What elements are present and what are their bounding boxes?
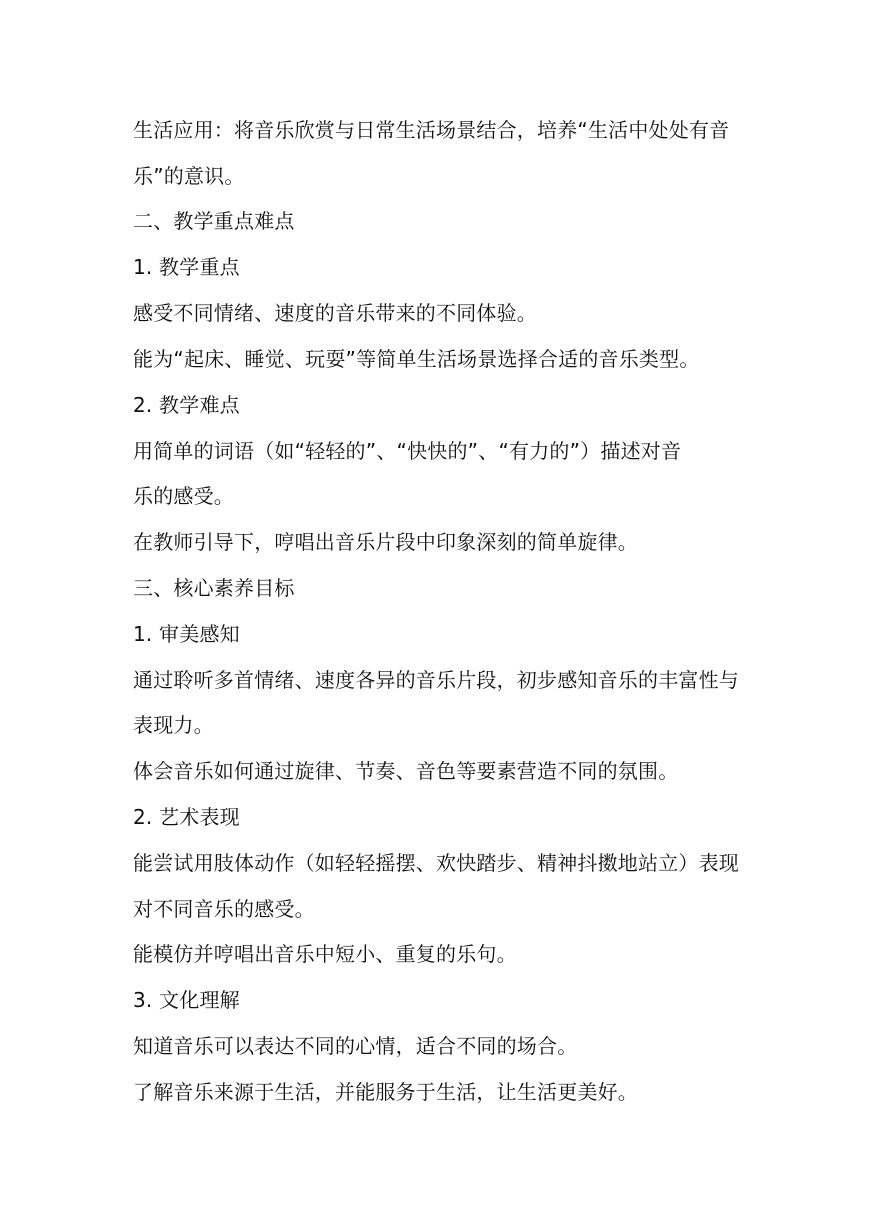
paragraph-focus-2: 能为“起床、睡觉、玩耍”等简单生活场景选择合适的音乐类型。 (133, 347, 700, 371)
paragraph-aesthetic-1-cont: 表现力。 (133, 713, 214, 737)
subheading-teaching-focus: 1. 教学重点 (133, 255, 240, 279)
paragraph-artistic-1: 能尝试用肢体动作（如轻轻摇摆、欢快踏步、精神抖擞地站立）表现 (133, 851, 739, 875)
paragraph-cultural-2: 了解音乐来源于生活，并能服务于生活，让生活更美好。 (133, 1080, 638, 1104)
paragraph-difficulty-2: 在教师引导下，哼唱出音乐片段中印象深刻的简单旋律。 (133, 530, 638, 554)
paragraph-aesthetic-1: 通过聆听多首情绪、速度各异的音乐片段，初步感知音乐的丰富性与 (133, 668, 739, 692)
paragraph-difficulty-1: 用简单的词语（如“轻轻的”、“快快的”、“有力的”）描述对音 (133, 439, 682, 463)
subheading-teaching-difficulty: 2. 教学难点 (133, 393, 240, 417)
paragraph-life-application: 生活应用：将音乐欣赏与日常生活场景结合，培养“生活中处处有音 (133, 118, 730, 142)
paragraph-artistic-2: 能模仿并哼唱出音乐中短小、重复的乐句。 (133, 942, 517, 966)
paragraph-cultural-1: 知道音乐可以表达不同的心情，适合不同的场合。 (133, 1034, 578, 1058)
section-heading-key-points: 二、教学重点难点 (133, 209, 295, 233)
section-heading-core-literacy: 三、核心素养目标 (133, 576, 295, 600)
paragraph-focus-1: 感受不同情绪、速度的音乐带来的不同体验。 (133, 301, 537, 325)
subheading-aesthetic-perception: 1. 审美感知 (133, 622, 240, 646)
paragraph-artistic-1-cont: 对不同音乐的感受。 (133, 897, 315, 921)
paragraph-difficulty-1-cont: 乐的感受。 (133, 484, 234, 508)
subheading-cultural-understanding: 3. 文化理解 (133, 988, 240, 1012)
paragraph-life-application-cont: 乐”的意识。 (133, 164, 245, 188)
paragraph-aesthetic-2: 体会音乐如何通过旋律、节奏、音色等要素营造不同的氛围。 (133, 759, 679, 783)
subheading-artistic-expression: 2. 艺术表现 (133, 805, 240, 829)
